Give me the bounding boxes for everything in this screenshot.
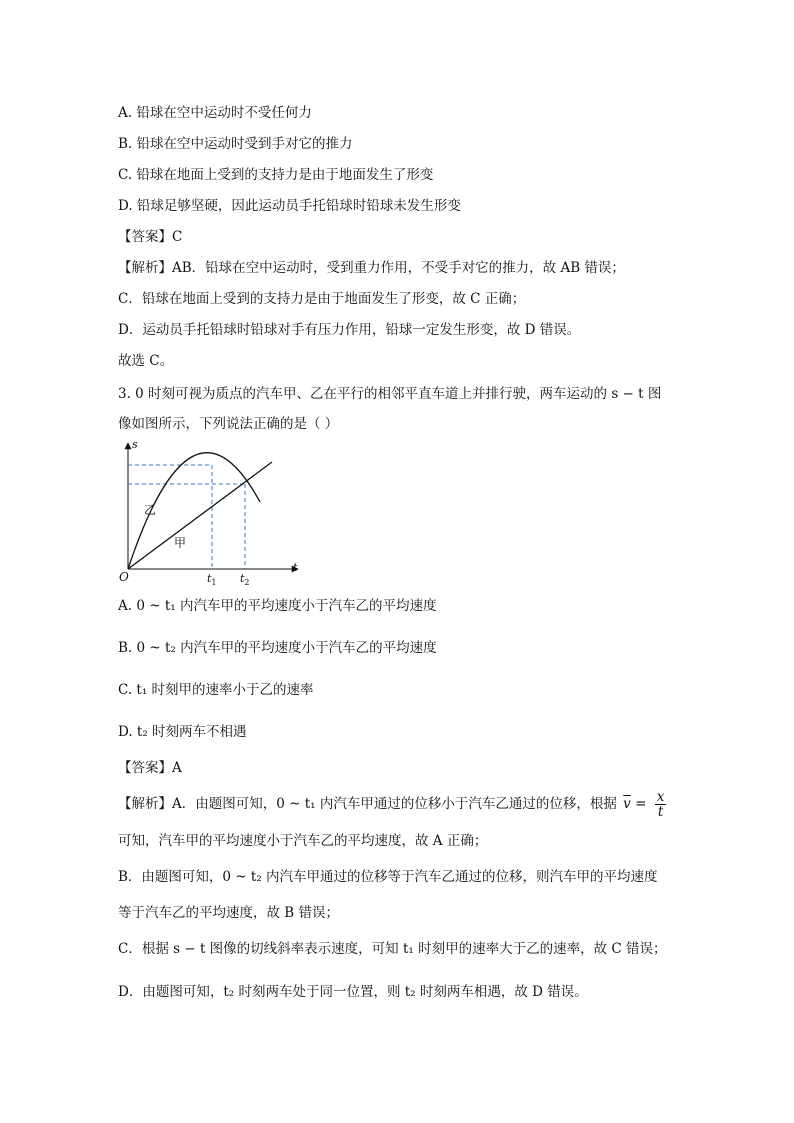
formula-denominator: t (657, 804, 664, 820)
q3-option-b: B. 0 ~ t₂ 内汽车甲的平均速度小于汽车乙的平均速度 (118, 640, 437, 656)
q3-analysis-line-2: 可知，汽车甲的平均速度小于汽车乙的平均速度，故 A 正确； (118, 833, 488, 849)
q3-analysis-line-1 (118, 790, 666, 819)
q2-answer (118, 228, 182, 246)
formula-numerator: x (656, 789, 665, 805)
label-s: s (132, 438, 138, 451)
analysis-tag: 【解析】 (118, 260, 172, 276)
q3-option-a: A. 0 ~ t₁ 内汽车甲的平均速度小于汽车乙的平均速度 (118, 598, 437, 614)
q2-analysis-line-1 (118, 259, 625, 277)
label-t1: $t_1$ (207, 572, 217, 587)
label-t: t (293, 561, 298, 574)
analysis-text: A．由题图可知，0 ~ t₁ 内汽车甲通过的位移小于汽车乙通过的位移，根据 (172, 796, 617, 812)
q3-analysis-line-4: 等于汽车乙的平均速度，故 B 错误； (118, 905, 340, 921)
q2-analysis-line-2: C．铅球在地面上受到的支持力是由于地面发生了形变，故 C 正确； (118, 291, 526, 307)
answer-value: C (172, 229, 183, 245)
formula-fraction (655, 790, 667, 819)
q3-option-d: D. t₂ 时刻两车不相遇 (118, 724, 247, 740)
q2-analysis-line-3: D．运动员手托铅球时铅球对手有压力作用，铅球一定发生形变，故 D 错误。 (118, 322, 581, 338)
answer-tag: 【答案】 (118, 760, 172, 776)
q3-answer (118, 759, 182, 777)
label-t2: $t_2$ (240, 572, 250, 587)
q2-option-d: D. 铅球足够坚硬，因此运动员手托铅球时铅球未发生形变 (118, 198, 461, 214)
q3-analysis-line-3: B．由题图可知，0 ~ t₂ 内汽车甲通过的位移等于汽车乙通过的位移，则汽车甲的平均速度 (118, 869, 658, 885)
formula-equals: = (635, 796, 647, 812)
q3-analysis-line-5: C．根据 s − t 图像的切线斜率表示速度，可知 t₁ 时刻甲的速率大于乙的速率，故 C 错误； (118, 941, 667, 957)
q2-option-a: A. 铅球在空中运动时不受任何力 (118, 105, 312, 121)
label-yi: 乙 (144, 503, 157, 517)
q2-option-c: C. 铅球在地面上受到的支持力是由于地面发生了形变 (118, 167, 434, 183)
analysis-tag: 【解析】 (118, 796, 172, 812)
q3-analysis-line-6: D．由题图可知，t₂ 时刻两车处于同一位置，则 t₂ 时刻两车相遇，故 D 错误。 (118, 984, 588, 1000)
label-jia: 甲 (174, 536, 187, 550)
answer-value: A (172, 760, 182, 776)
formula-v-bar: $\overline{v}$ (623, 796, 631, 812)
analysis-text: AB．铅球在空中运动时，受到重力作用，不受手对它的推力，故 AB 错误； (172, 260, 625, 276)
q3-stem-line-2: 像如图所示，下列说法正确的是（ ） (118, 416, 339, 432)
label-origin: O (119, 570, 129, 584)
s-t-graph (110, 437, 310, 587)
q3-option-c: C. t₁ 时刻甲的速率小于乙的速率 (118, 682, 314, 698)
q3-stem-line-1: 3. 0 时刻可视为质点的汽车甲、乙在平行的相邻平直车道上并排行驶，两车运动的 s − t 图 (118, 386, 662, 402)
q2-analysis-line-4: 故选 C。 (118, 353, 174, 369)
answer-tag: 【答案】 (118, 229, 172, 245)
q2-option-b: B. 铅球在空中运动时受到手对它的推力 (118, 136, 353, 152)
